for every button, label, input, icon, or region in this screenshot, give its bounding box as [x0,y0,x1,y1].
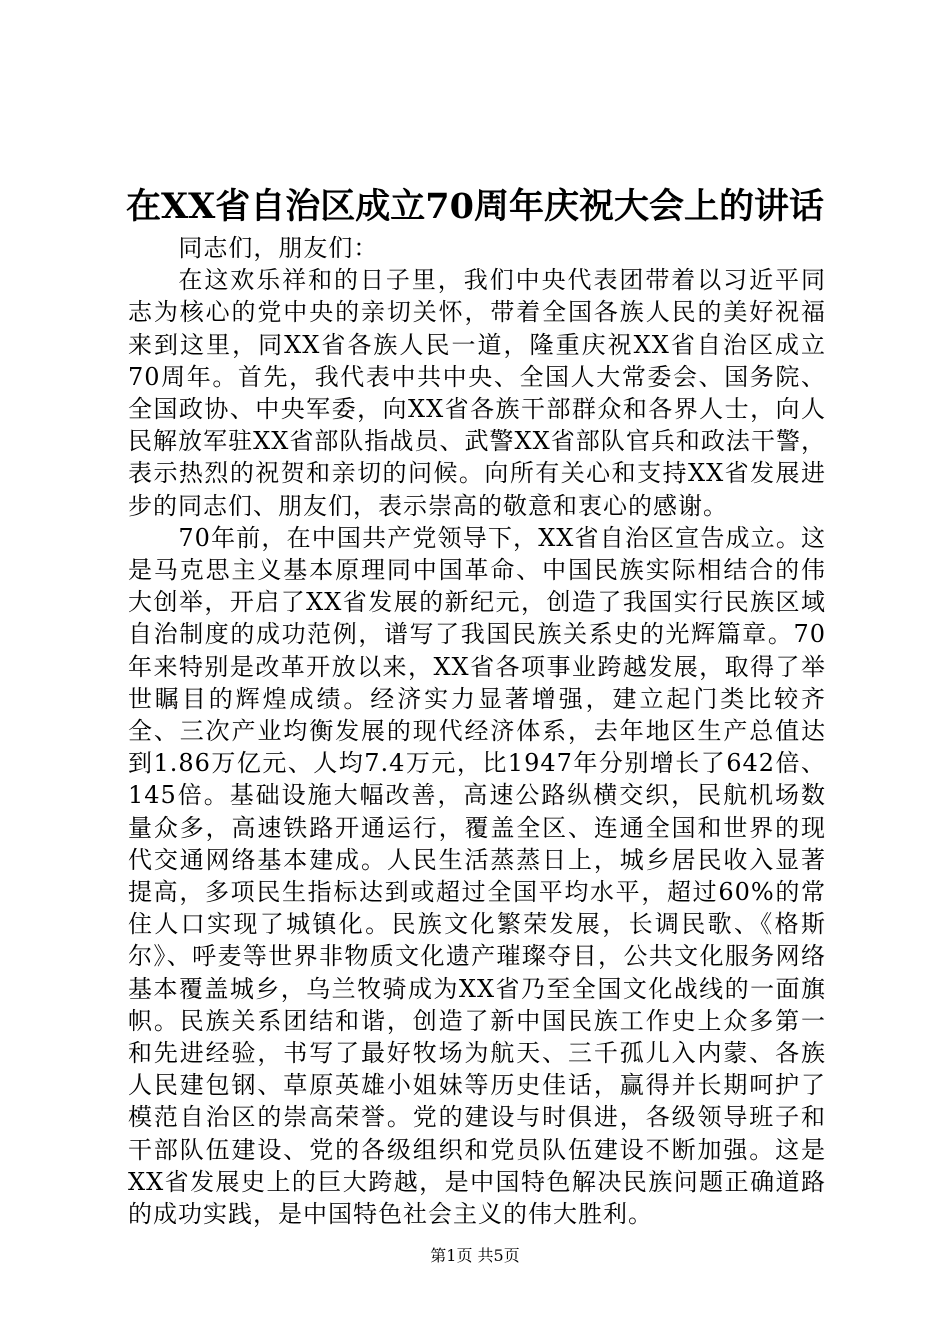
paragraph-1: 在这欢乐祥和的日子里，我们中央代表团带着以习近平同志为核心的党中央的亲切关怀，带着全国各族人民的美好祝福来到这里，同XX省各族人民一道，隆重庆祝XX省自治区成立70周年。首先，我代表中共中央、全国人大常委会、国务院、全国政协、中央军委，向XX省各族干部群众和各界人士，向人民解放军驻XX省部队指战员、武警XX省部队官兵和政法干警，表示热烈的祝贺和亲切的问候。向所有关心和支持XX省发展进步的同志们、朋友们，表示崇高的敬意和衷心的感谢。 [128,266,826,520]
page-footer: 第1页 共5页 [430,1246,520,1265]
paragraph-2: 70年前，在中国共产党领导下，XX省自治区宣告成立。这是马克思主义基本原理同中国革命、中国民族实际相结合的伟大创举，开启了XX省发展的新纪元，创造了我国实行民族区域自治制度的成功范例，谱写了我国民族关系史的光辉篇章。70年来特别是改革开放以来，XX省各项事业跨越发展，取得了举世瞩目的辉煌成绩。经济实力显著增强，建立起门类比较齐全、三次产业均衡发展的现代经济体系，去年地区生产总值达到1.86万亿元、人均7.4万元，比1947年分别增长了642倍、145倍。基础设施大幅改善，高速公路纵横交织，民航机场数量众多，高速铁路开通运行，覆盖全区、连通全国和世界的现代交通网络基本建成。人民生活蒸蒸日上，城乡居民收入显著提高，多项民生指标达到或超过全国平均水平，超过60%的常住人口实现了城镇化。民族文化繁荣发展，长调民歌、《格斯尔》、呼麦等世界非物质文化遗产璀璨夺目，公共文化服务网络基本覆盖城乡，乌兰牧骑成为XX省乃至全国文化战线的一面旗帜。民族关系团结和谐，创造了新中国民族工作史上众多第一和先进经验，书写了最好牧场为航天、三千孤儿入内蒙、各族人民建包钢、草原英雄小姐妹等历史佳话，赢得并长期呵护了模范自治区的崇高荣誉。党的建设与时俱进，各级领导班子和干部队伍建设、党的各级组织和党员队伍建设不断加强。这是XX省发展史上的巨大跨越，是中国特色解决民族问题正确道路的成功实践，是中国特色社会主义的伟大胜利。 [128,523,826,1229]
document-body [128,232,826,1230]
salutation: 同志们，朋友们： [178,234,379,262]
document-title: 在XX省自治区成立70周年庆祝大会上的讲话 [125,186,825,227]
